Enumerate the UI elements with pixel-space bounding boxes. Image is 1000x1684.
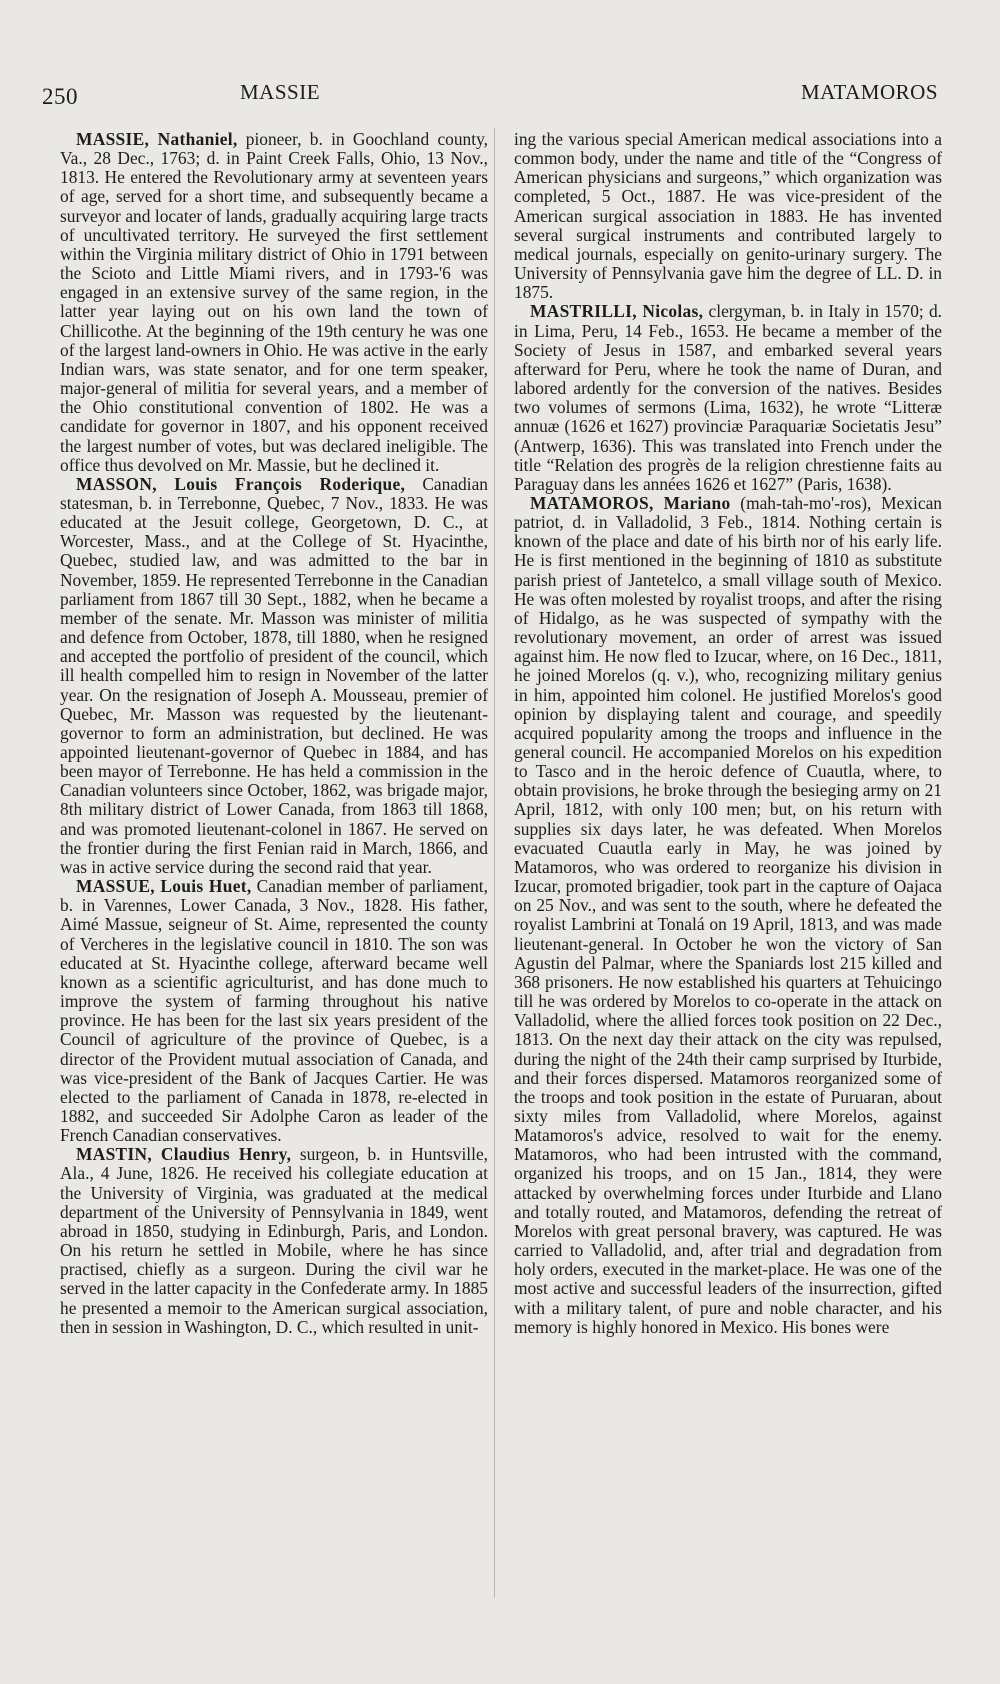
entry-text: pioneer, b. in Goochland county, Va., 28 Dec., 1763; d. in Paint Creek Falls, Ohio, 13 Nov., 1813. He entered the Revolutionary army at seventeen years of age, served for a short time, and subsequently became a surveyor and locater of lands, gradually acquiring large tracts of uncultivated territory. He surveyed the first settlement within the Virginia military district of Ohio in 1791 between the Scioto and Little Miami rivers, and in 1793-'6 was engaged in an extensive survey of the same region, in the latter year laying out on his own land the town of Chillicothe. At the beginning of the 19th century he was one of the largest land-owners in Ohio. He was active in the early Indian wars, was state senator, and for one term speaker, major-general of militia for several years, and a member of the Ohio constitutional convention of 1802. He was a candidate for governor in 1807, and his opponent received the largest number of votes, but was declared ineligible. The office thus devolved on Mr. Massie, but he declined it.: [60, 129, 488, 475]
left-column: [60, 130, 488, 1337]
entry-text: ing the various special American medical associations into a common body, under the name and title of the “Congress of American physicians and surgeons,” which organization was completed, 5 Oct., 1887. He was vice-president of the American surgical association in 1883. He has invented several surgical instruments and contributed largely to medical journals, especially on genito-urinary surgery. The University of Pennsylvania gave him the degree of LL. D. in 1875.: [514, 129, 942, 303]
headword: MASSUE, Louis Huet,: [76, 876, 252, 897]
entry-mastin: [60, 1145, 488, 1337]
entry-text: (mah-tah-mo'-ros), Mexican patriot, d. in Valladolid, 3 Feb., 1814. Nothing certain is known of the place and date of his birth nor of his early life. He is first mentioned in the beginning of 1810 as substitute parish priest of Jantetelco, a small village south of Mexico. He was often molested by royalist troops, and after the rising of Hidalgo, as he was suspected of sympathy with the revolutionary movement, an order of arrest was issued against him. He now fled to Izucar, where, on 16 Dec., 1811, he joined Morelos (q. v.), who, recognizing military genius in him, appointed him colonel. He justified Morelos's good opinion by displaying talent and courage, and speedily acquired popularity among the troops and influence in the general council. He accompanied Morelos on his expedition to Tasco and in the heroic defence of Cuautla, where, to obtain provisions, he broke through the besieging army on 21 April, 1812, with only 100 men; but, on his return with supplies six days later, he was defeated. When Morelos evacuated Cuautla early in May, he was joined by Matamoros, who was ordered to reorganize his division in Izucar, promoted brigadier, took part in the capture of Oajaca on 25 Nov., and was sent to the south, where he defeated the royalist Lambrini at Tonalá on 19 April, 1813, and was made lieutenant-general. In October he won the victory of San Agustin del Palmar, where the Spaniards lost 215 killed and 368 prisoners. He now established his quarters at Tehuicingo till he was ordered by Morelos to co-operate in the attack on Valladolid, where the allied forces took position on 22 Dec., 1813. On the next day their attack on the city was repulsed, during the night of the 24th their camp surprised by Iturbide, and their forces dispersed. Matamoros reorganized some of the troops and took position in the estate of Puruaran, about sixty miles from Valladolid, where Morelos, against Matamoros's advice, resolved to wait for the enemy. Matamoros, who had been intrusted with the command, organized his troops, and on 15 Jan., 1814, they were attacked by overwhelming forces under Iturbide and Llano and totally routed, and Matamoros, defending the retreat of Morelos with great personal bravery, was captured. He was carried to Valladolid, and, after trial and degradation from holy orders, executed in the market-place. He was one of the most active and successful leaders of the insurrection, gifted with a military talent, of pure and noble character, and his memory is highly honored in Mexico. His bones were: [514, 492, 942, 1337]
entry-mastin-continued: [514, 130, 942, 302]
headword: MASSON, Louis François Roderique,: [76, 473, 406, 494]
entry-mastrilli: [514, 302, 942, 494]
right-column: [514, 130, 942, 1337]
page-number: 250: [42, 84, 78, 109]
headword: MASTIN, Claudius Henry,: [76, 1144, 292, 1165]
entry-masson: [60, 475, 488, 877]
running-head-left: MASSIE: [240, 80, 321, 104]
entry-text: Canadian statesman, b. in Terrebonne, Quebec, 7 Nov., 1833. He was educated at the Jesuit college, Georgetown, D. C., at Worcester, Mass., and at the College of St. Hyacinthe, Quebec, studied law, and was admitted to the bar in November, 1859. He represented Terrebonne in the Canadian parliament from 1867 till 30 Sept., 1882, when he became a member of the senate. Mr. Masson was minister of militia and defence from October, 1878, till 1880, when he resigned and accepted the portfolio of president of the council, which ill health compelled him to resign in November of the latter year. On the resignation of Joseph A. Mousseau, premier of Quebec, Mr. Masson was requested by the lieutenant-governor to form an administration, but declined. He was appointed lieutenant-governor of Quebec in 1884, and has been mayor of Terrebonne. He has held a commission in the Canadian volunteers since October, 1862, was brigade major, 8th military district of Lower Canada, from 1863 till 1868, and was promoted lieutenant-colonel in 1867. He served on the frontier during the first Fenian raid in March, 1866, and was in active service during the second raid that year.: [60, 473, 488, 877]
headword: MATAMOROS, Mariano: [530, 492, 731, 513]
column-divider: [494, 128, 495, 1598]
entry-text: clergyman, b. in Italy in 1570; d. in Lima, Peru, 14 Feb., 1653. He became a member of the Society of Jesus in 1587, and embarked several years afterward for Peru, where he took the name of Duran, and labored ardently for the conversion of the natives. Besides two volumes of sermons (Lima, 1632), he wrote “Litteræ annuæ (1626 et 1627) provinciæ Paraquariæ Societatis Jesu” (Antwerp, 1636). This was translated into French under the title “Relation des progrès de la religion chrestienne faits au Paraguay dans les années 1626 et 1627” (Paris, 1638).: [514, 301, 942, 494]
page-header: [42, 78, 952, 108]
entry-text: surgeon, b. in Huntsville, Ala., 4 June, 1826. He received his collegiate education at the University of Virginia, was graduated at the medical department of the University of Pennsylvania in 1849, went abroad in 1850, studying in Edinburgh, Paris, and London. On his return he settled in Mobile, where he has since practised, chiefly as a surgeon. During the civil war he served in the latter capacity in the Confederate army. In 1885 he presented a memoir to the American surgical association, then in session in Washington, D. C., which resulted in unit-: [60, 1144, 489, 1337]
headword: MASTRILLI, Nicolas,: [530, 301, 704, 322]
entry-massue: [60, 877, 488, 1145]
entry-text: Canadian member of parliament, b. in Varennes, Lower Canada, 3 Nov., 1828. His father, Aimé Massue, seigneur of St. Aime, represented the county of Vercheres in the legislative council in 1810. The son was educated at St. Hyacinthe college, afterward became well known as a scientific agriculturist, and has done much to improve the system of farming throughout his native province. He has been for the last six years president of the Council of agriculture of the province of Quebec, is a director of the Provident mutual association of Canada, and was vice-president of the Bank of Jacques Cartier. He was elected to the parliament of Canada in 1878, re-elected in 1882, and succeeded Sir Adolphe Caron as leader of the French Canadian conservatives.: [60, 876, 488, 1146]
entry-massie: [60, 130, 488, 475]
entry-matamoros: [514, 494, 942, 1337]
headword: MASSIE, Nathaniel,: [76, 129, 238, 149]
running-head-right: MATAMOROS: [800, 80, 938, 104]
